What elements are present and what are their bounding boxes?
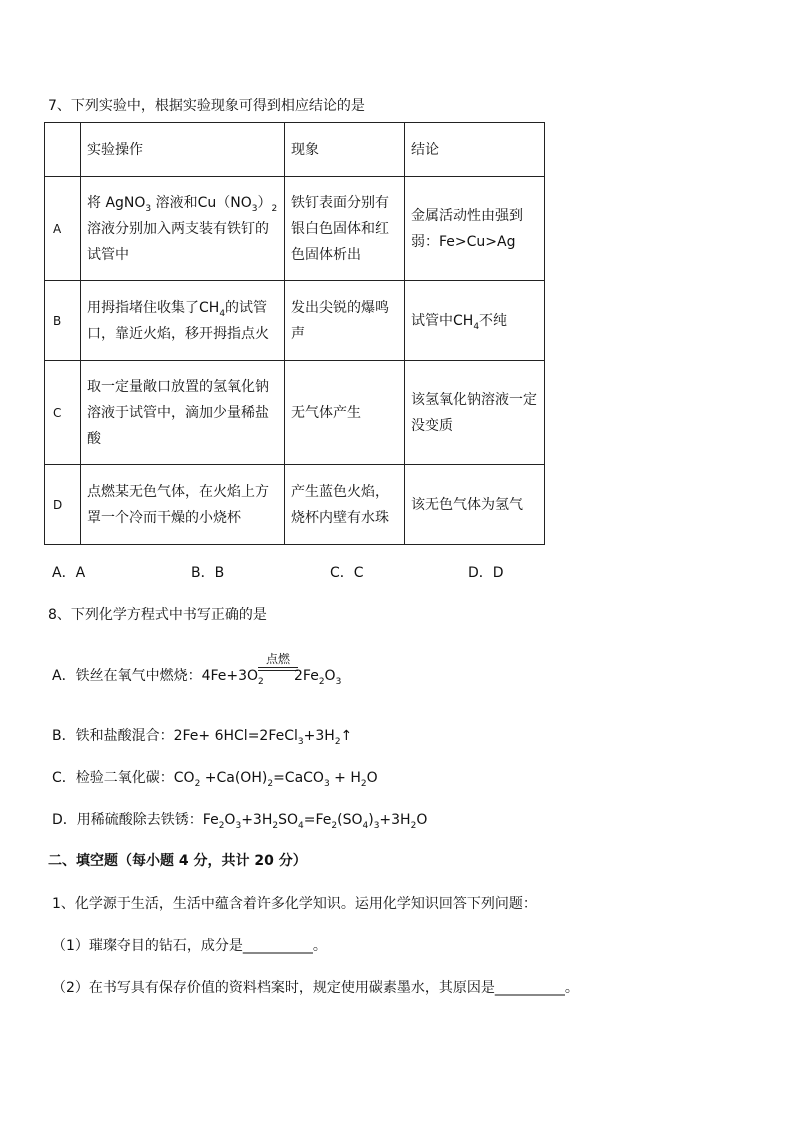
q8-option-d: D．用稀硫酸除去铁锈：$Fe_2O_3+3H_2SO_4=Fe_2(SO_4)_3+3H_2O$	[52, 812, 428, 831]
equals-sign	[258, 667, 298, 671]
row-operation: 用拇指堵住收集了$CH_4$的试管口，靠近火焰，移开拇指点火	[81, 281, 285, 361]
table-row	[45, 281, 545, 361]
q7-stem: 7、下列实验中，根据实验现象可得到相应结论的是	[48, 98, 365, 114]
q7-option-b: B．B	[191, 565, 225, 581]
row-key: B	[45, 281, 81, 361]
row-conclusion: 金属活动性由强到弱：Fe>Cu>Ag	[405, 177, 545, 281]
row-operation: 取一定量敞口放置的氢氧化钠溶液于试管中，滴加少量稀盐酸	[81, 361, 285, 465]
table-row	[45, 465, 545, 545]
row-operation: 点燃某无色气体，在火焰上方罩一个冷而干燥的小烧杯	[81, 465, 285, 545]
q8-option-c: C．检验二氧化碳：$CO_2$ $+Ca(OH)_2=CaCO_3 + H_2O$	[52, 770, 378, 789]
q8-option-b: B．铁和盐酸混合：$2Fe+ 6HCl=2FeCl_3+3H_2↑$	[52, 728, 353, 747]
fill-q1-part2: （2）在书写具有保存价值的资料档案时，规定使用碳素墨水，其原因是__________。	[52, 980, 579, 996]
table-row	[45, 177, 545, 281]
q8-option-a-lhs: $4Fe+3O_2$	[201, 668, 264, 687]
section2-title: 二、填空题（每小题 4 分，共计 20 分）	[48, 853, 307, 869]
q8-option-a-rhs: $2Fe_2O_3$	[294, 668, 342, 687]
row-phenomenon: 铁钉表面分别有银白色固体和红色固体析出	[285, 177, 405, 281]
fill-q1-part1: （1）璀璨夺目的钻石，成分是__________。	[52, 938, 327, 954]
table-header-cell: 现象	[285, 123, 405, 177]
q7-option-d: D．D	[468, 565, 504, 581]
row-key: D	[45, 465, 81, 545]
q8-stem: 8、下列化学方程式中书写正确的是	[48, 607, 267, 623]
fill-q1-stem: 1、化学源于生活，生活中蕴含着许多化学知识。运用化学知识回答下列问题：	[52, 896, 537, 912]
q7-option-c: C．C	[330, 565, 364, 581]
reaction-condition-text: 点燃	[265, 652, 290, 666]
row-conclusion: 该无色气体为氢气	[405, 465, 545, 545]
table-header-cell: 实验操作	[81, 123, 285, 177]
row-conclusion: 该氢氧化钠溶液一定没变质	[405, 361, 545, 465]
row-phenomenon: 产生蓝色火焰，烧杯内壁有水珠	[285, 465, 405, 545]
row-phenomenon: 无气体产生	[285, 361, 405, 465]
table-header-cell: 结论	[405, 123, 545, 177]
table-header-row	[45, 123, 545, 177]
table-header-cell	[45, 123, 81, 177]
table-row	[45, 361, 545, 465]
row-conclusion: 试管中$CH_4$不纯	[405, 281, 545, 361]
q8-option-a	[52, 666, 264, 686]
q8-option-a-label: A．铁丝在氧气中燃烧：	[52, 668, 202, 684]
experiment-table	[44, 122, 545, 545]
q7-option-a: A．A	[52, 565, 86, 581]
row-key: C	[45, 361, 81, 465]
row-phenomenon: 发出尖锐的爆鸣声	[285, 281, 405, 361]
row-operation: 将 AgNO$_3$ 溶液和$Cu(NO_3)_2$溶液分别加入两支装有铁钉的试管中	[81, 177, 285, 281]
row-key: A	[45, 177, 81, 281]
